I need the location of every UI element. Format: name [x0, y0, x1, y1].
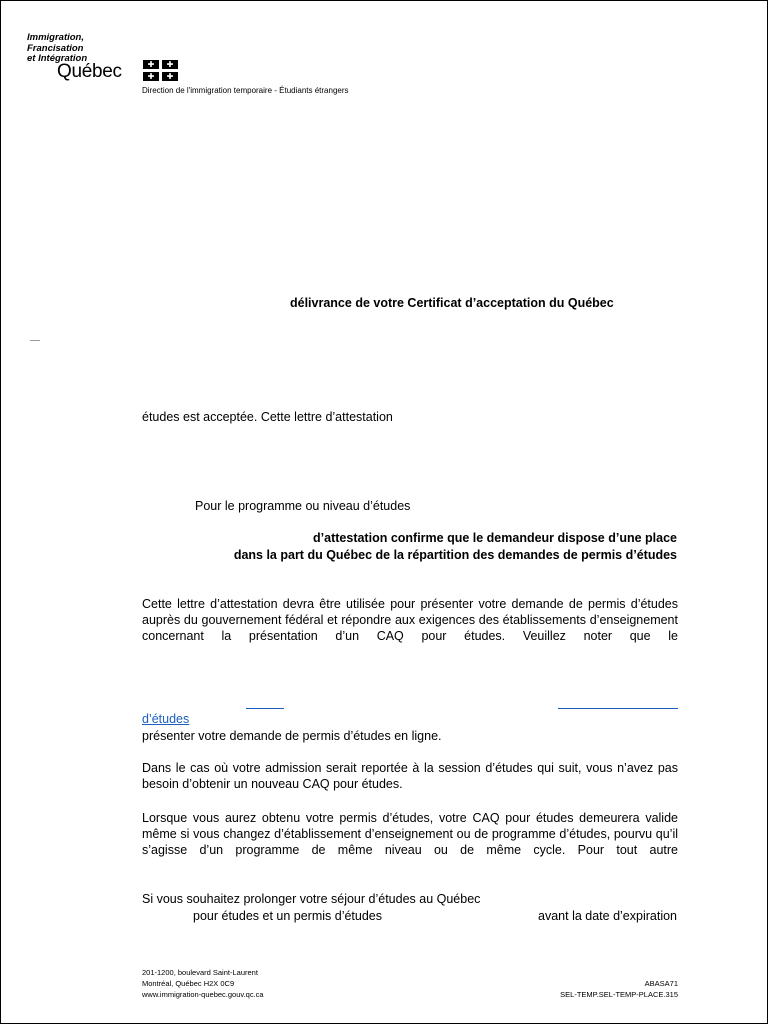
direction-line: Direction de l'immigration temporaire - Étudiants étrangers: [142, 86, 349, 95]
study-permit-link[interactable]: d’études: [142, 712, 190, 726]
extension-permit-line: pour études et un permis d’études: [193, 909, 383, 923]
paragraph-postponement: Dans le cas où votre admission serait reportée à la session d’études qui suit, vous n’avez pas besoin d’obtenir un nouveau CAQ pour études.: [142, 761, 678, 791]
margin-mark: [30, 340, 40, 341]
quebec-wordmark: Québec: [57, 61, 122, 82]
paragraph-usage: Cette lettre d’attestation devra être utilisée pour présenter votre demande de permis d’études auprès du gouvernement fédéral et répondre aux exigences des établissements d’enseignement concernant la présentation d’un CAQ pour études. Veuillez noter que le: [142, 597, 678, 643]
paragraph-validity: Lorsque vous aurez obtenu votre permis d’études, votre CAQ pour études demeurera valide même si vous changez d’établissement d’enseignement ou de programme d’études, pourvu qu’il s’agisse d’un programme de même niveau ou de même cycle. Pour tout autre: [142, 811, 678, 857]
online-application-line: présenter votre demande de permis d’études en ligne.: [142, 729, 442, 743]
footer-codes: ABASA71 SEL-TEMP.SEL-TEMP-PLACE.315: [560, 979, 678, 999]
link-underline-2[interactable]: [558, 708, 678, 709]
quebec-flag-icon: ✚ ✚ ✚ ✚: [143, 60, 179, 82]
paragraph-acceptance: études est acceptée. Cette lettre d’attestation: [142, 410, 393, 424]
letter-subject: délivrance de votre Certificat d’acceptation du Québec: [290, 296, 614, 310]
extension-line: Si vous souhaitez prolonger votre séjour d’études au Québec: [142, 892, 481, 906]
program-line: Pour le programme ou niveau d’études: [195, 499, 411, 513]
footer-address: 201-1200, boulevard Saint-Laurent Montréal, Québec H2X 0C9 www.immigration-quebec.gouv.qc.ca: [142, 968, 264, 999]
expiration-line: avant la date d’expiration: [538, 909, 677, 923]
quota-line: dans la part du Québec de la répartition des demandes de permis d’études: [233, 548, 677, 562]
ministry-name: Immigration, Francisation et Intégration: [27, 32, 88, 64]
footer-website[interactable]: www.immigration-quebec.gouv.qc.ca: [142, 990, 264, 999]
link-underline-1[interactable]: [246, 708, 284, 709]
attestation-line: d’attestation confirme que le demandeur dispose d’une place: [313, 531, 677, 545]
